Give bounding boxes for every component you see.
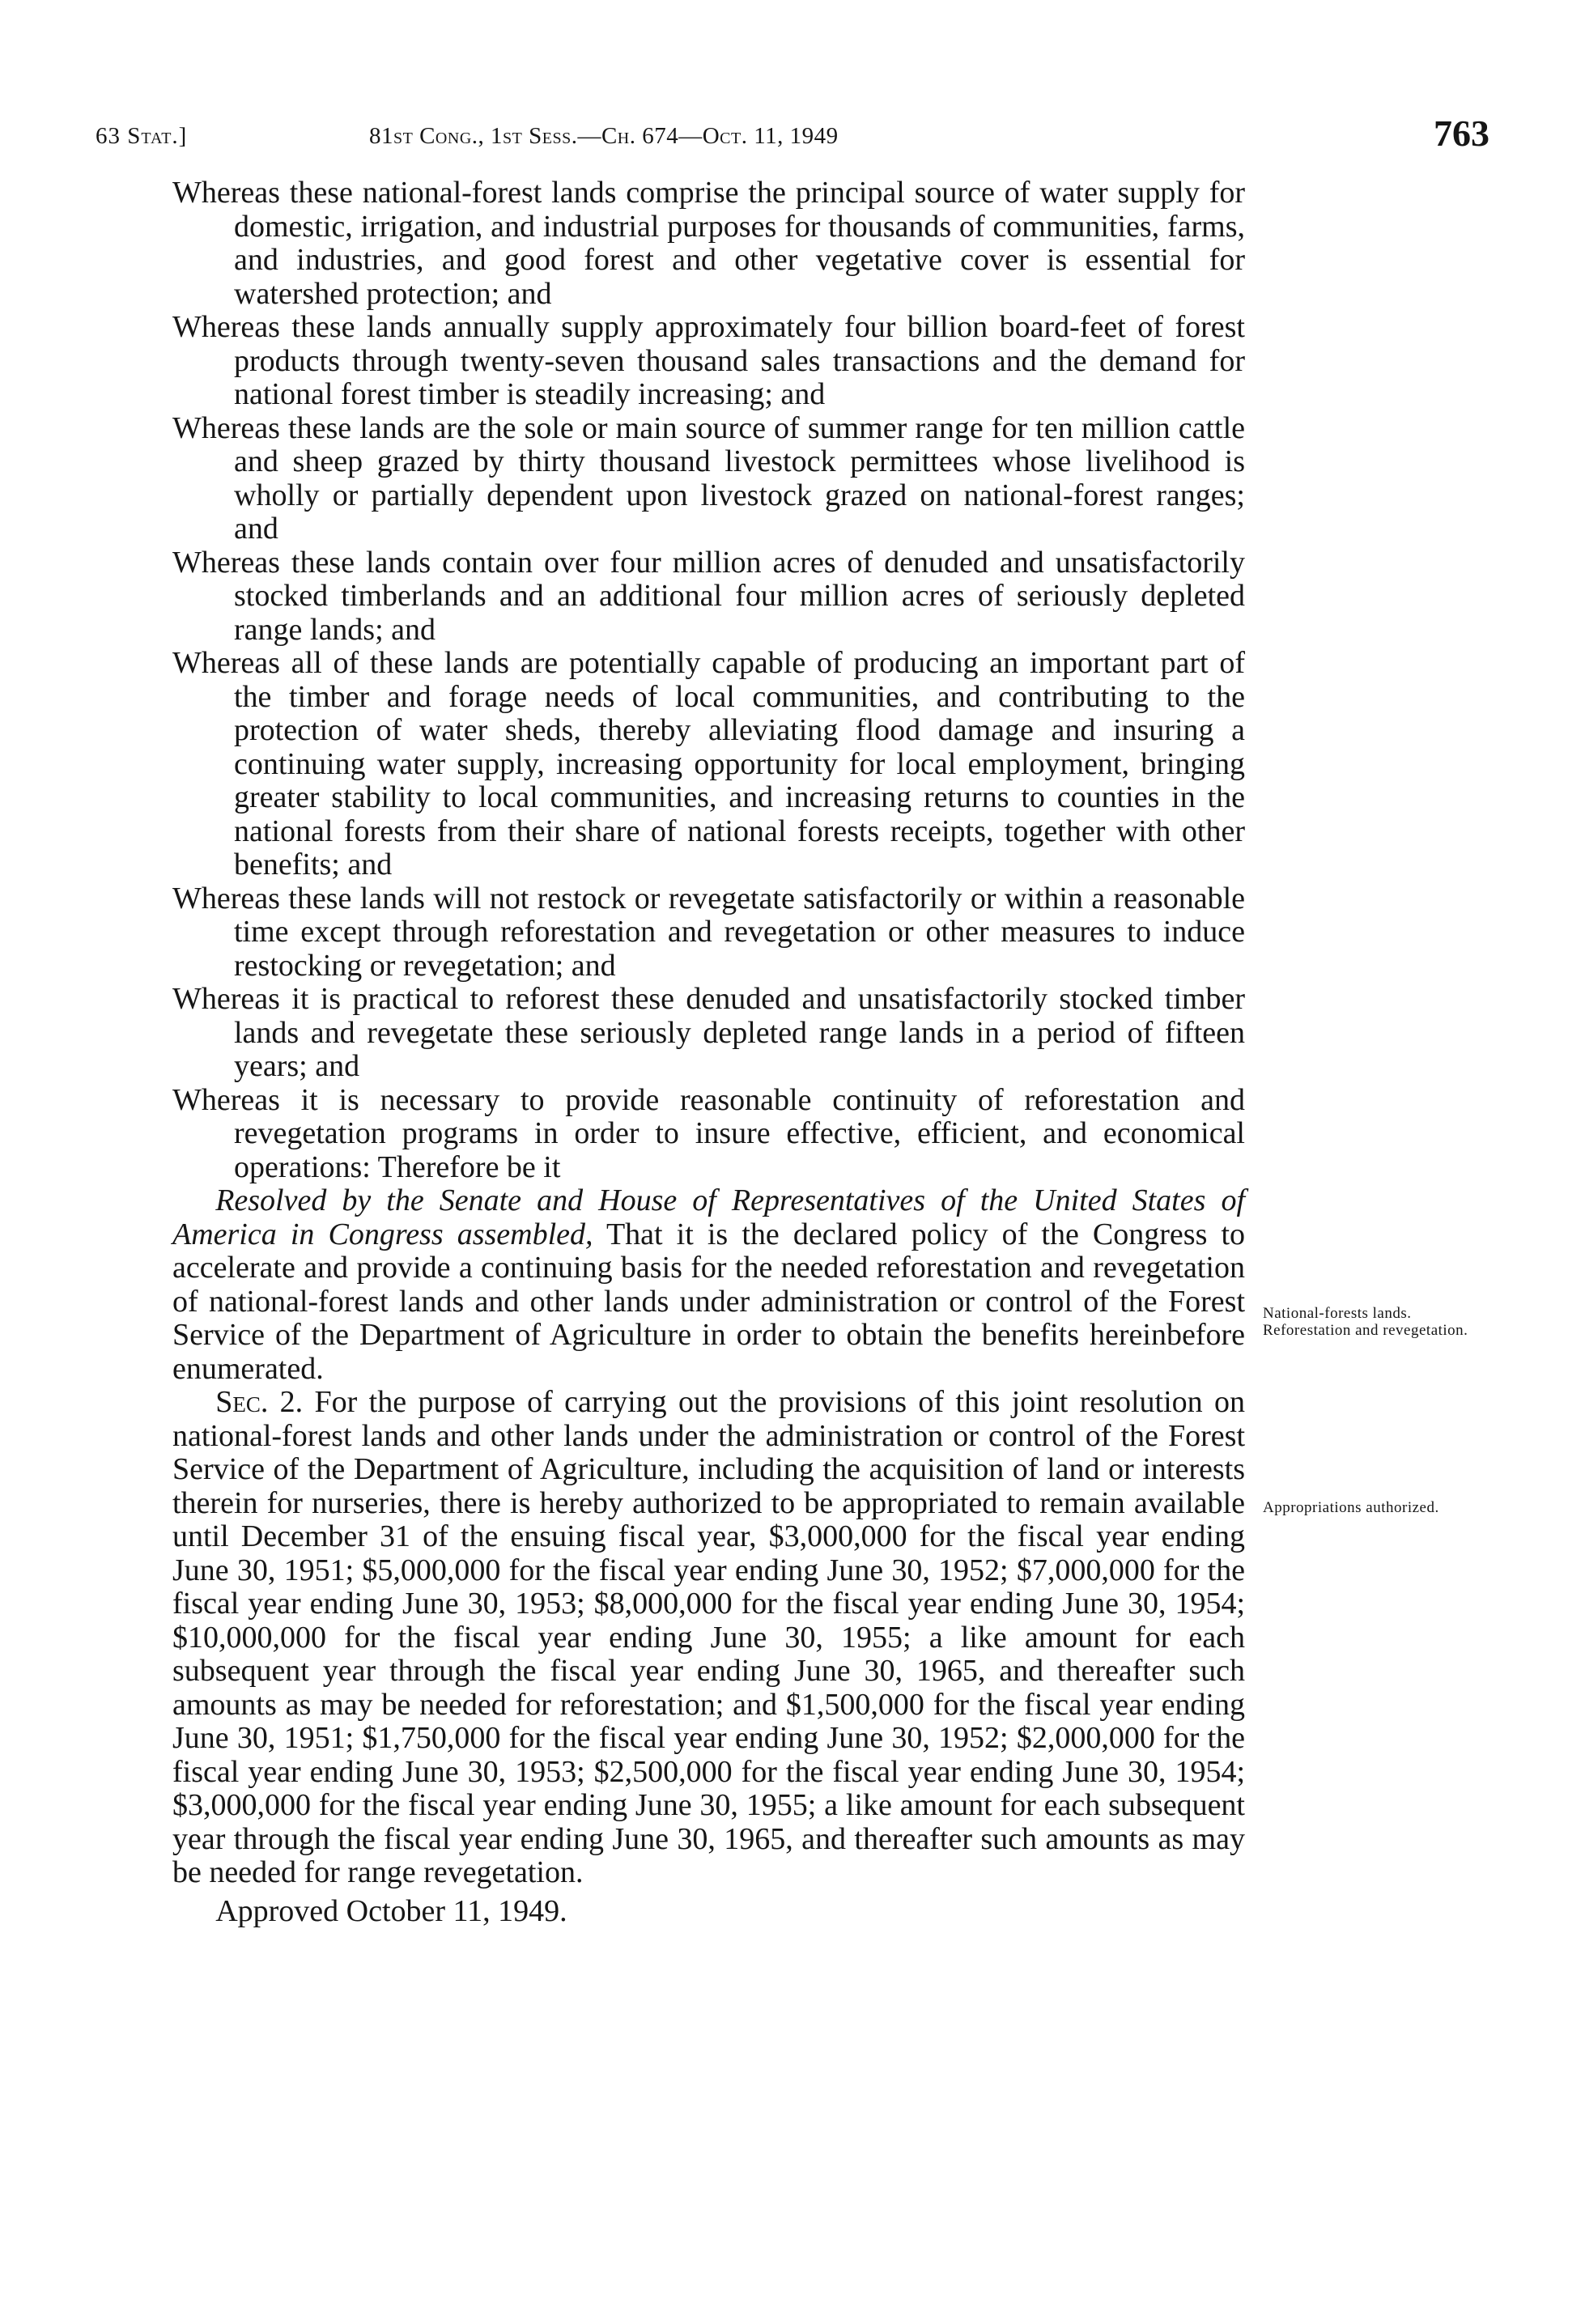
section-2-label: Sec. 2.: [215, 1385, 304, 1419]
margin-note-1-line-1: National-forests lands.: [1263, 1305, 1412, 1322]
session-chapter-date: 81st Cong., 1st Sess.—Ch. 674—Oct. 11, 1949: [369, 123, 839, 149]
margin-note-1-line-2: Reforestation and revegetation.: [1263, 1322, 1468, 1339]
statute-reference: 63 Stat.]: [96, 123, 188, 149]
section-2-text: For the purpose of carrying out the provisions of this joint resolution on national-forest lands and other lands under the administration or control of the Forest Service of the Department of Agriculture, including the acquisition of land or interests therein for nurseries, there is hereby authorized to be appropriated to remain available until December 31 of the ensuing fiscal year, $3,000,000 for the fiscal year ending June 30, 1951; $5,000,000 for the fiscal year ending June 30, 1952; $7,000,000 for the fiscal year ending June 30, 1953; $8,000,000 for the fiscal year ending June 30, 1954; $10,000,000 for the fiscal year ending June 30, 1955; a like amount for each subsequent year through the fiscal year ending June 30, 1965, and thereafter such amounts as may be needed for reforestation; and $1,500,000 for the fiscal year ending June 30, 1951; $1,750,000 for the fiscal year ending June 30, 1952; $2,000,000 for the fiscal year ending June 30, 1953; $2,500,000 for the fiscal year ending June 30, 1954; $3,000,000 for the fiscal year ending June 30, 1955; a like amount for each subsequent year through the fiscal year ending June 30, 1965, and thereafter such amounts as may be needed for range revegetation.: [172, 1385, 1245, 1889]
approval-line: Approved October 11, 1949.: [215, 1893, 567, 1928]
recital-2: Whereas these lands annually supply approximately four billion board-feet of forest products through twenty-seven thousand sales transactions and the demand for national forest timber is steadily increasing; and: [172, 310, 1245, 411]
recital-4: Whereas these lands contain over four million acres of denuded and unsatisfactorily stocked timberlands and an additional four million acres of seriously depleted range lands; and: [172, 545, 1245, 647]
section-2-paragraph: [172, 1386, 1245, 1890]
main-text-column: [172, 176, 1245, 1928]
margin-note-national-forest-lands: [1263, 1305, 1498, 1339]
recital-7: Whereas it is practical to reforest these denuded and unsatisfactorily stocked timber lands and revegetate these seriously depleted range lands in a period of fifteen years; and: [172, 982, 1245, 1083]
resolution-text: That it is the declared policy of the Congress to accelerate and provide a continuing basis for the needed reforestation and revegetation of national-forest lands and other lands under administration or control of the Forest Service of the Department of Agriculture in order to obtain the benefits hereinbefore enumerated.: [172, 1217, 1246, 1386]
recital-8: Whereas it is necessary to provide reasonable continuity of reforestation and revegetation programs in order to insure effective, efficient, and economical operations: Therefore be it: [172, 1082, 1245, 1184]
margin-note-appropriations: [1263, 1499, 1498, 1516]
recital-1: Whereas these national-forest lands comprise the principal source of water supply for domestic, irrigation, and industrial purposes for thousands of communities, farms, and industries, and good forest and other vegetative cover is essential for watershed protection; and: [172, 176, 1245, 311]
page-number: 763: [1434, 113, 1489, 154]
running-header: [96, 112, 1489, 160]
recital-3: Whereas these lands are the sole or main source of summer range for ten million cattle and sheep grazed by thirty thousand livestock permittees whose livelihood is wholly or partially dependent upon livestock grazed on national-forest ranges; and: [172, 410, 1245, 546]
recital-5: Whereas all of these lands are potentially capable of producing an important part of the timber and forage needs of local communities, and contributing to the protection of water sheds, thereby alleviating flood damage and insuring a continuing water supply, increasing opportunity for local employment, bringing greater stability to local communities, and increasing returns to counties in the national forests from their share of national forests receipts, together with other benefits; and: [172, 646, 1245, 882]
recital-6: Whereas these lands will not restock or revegetate satisfactorily or within a reasonable time except through reforestation and revegetation or other measures to induce restocking or revegetation; and: [172, 881, 1245, 983]
enacting-clause: Resolved by the Senate and House of Representatives of the United States of America in Congress assembled,: [172, 1183, 1245, 1251]
margin-note-2: Appropriations authorized.: [1263, 1499, 1439, 1516]
resolution-paragraph: [172, 1184, 1245, 1386]
